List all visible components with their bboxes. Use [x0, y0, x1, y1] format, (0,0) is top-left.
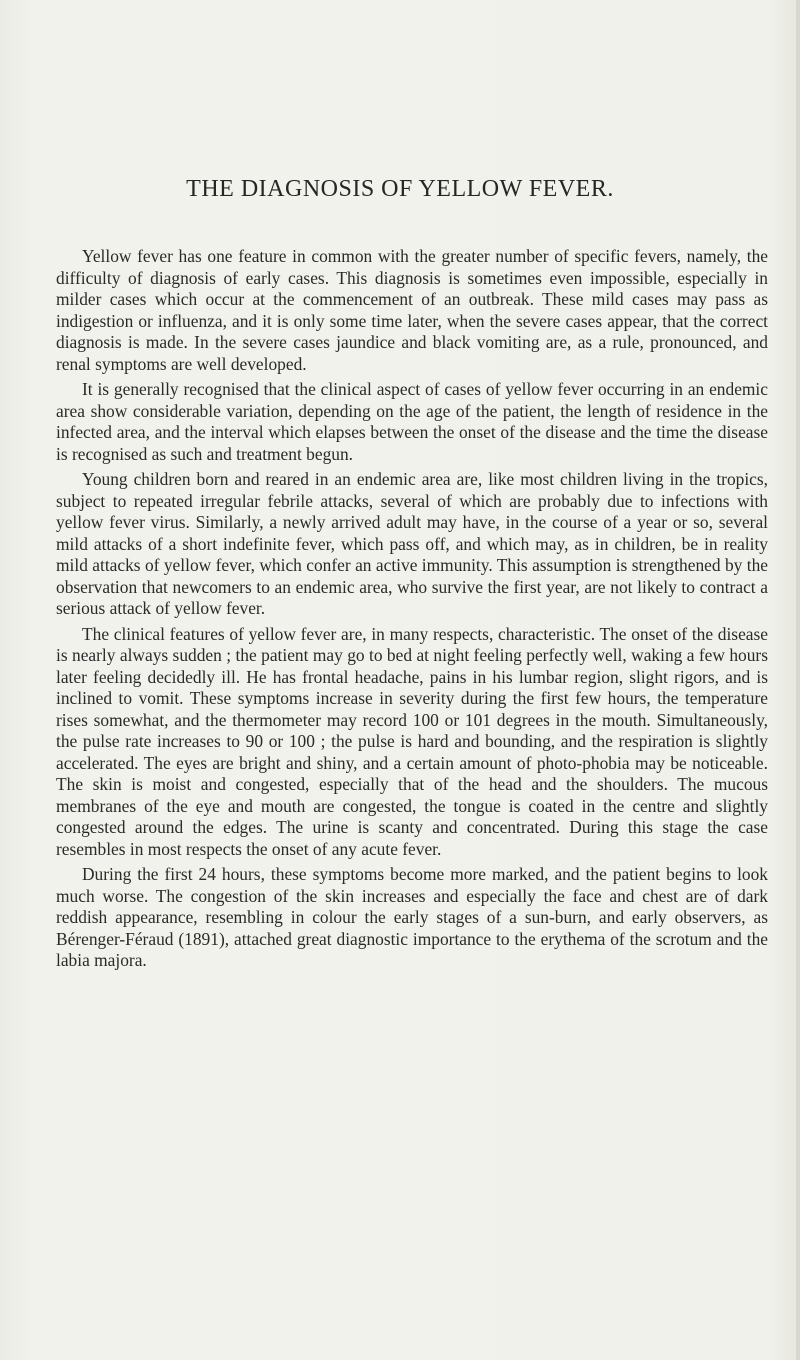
body-text [56, 246, 768, 976]
paragraph-clinical-features: The clinical features of yellow fever are, in many respects, characteristic. The onset of the disease is nearly always sudden ; the patient may go to bed at night feeling perfectly well, waking a few hours later feeling decidedly ill. He has frontal headache, pains in his lumbar region, slight rigors, and is inclined to vomit. These symptoms increase in severity during the first few hours, the temperature rises somewhat, and the thermometer may record 100 or 101 degrees in the mouth. Simultaneously, the pulse rate increases to 90 or 100 ; the pulse is hard and bounding, and the respiration is slightly accelerated. The eyes are bright and shiny, and a certain amount of photo-phobia may be noticeable. The skin is moist and congested, especially that of the head and the shoulders. The mucous membranes of the eye and mouth are congested, the tongue is coated in the centre and slightly congested around the edges. The urine is scanty and concentrated. During this stage the case resembles in most respects the onset of any acute fever. [56, 623, 768, 859]
paragraph-children-immunity: Young children born and reared in an endemic area are, like most children living in the tropics, subject to repeated irregular febrile attacks, several of which are probably due to infections with yellow fever virus. Similarly, a newly arrived adult may have, in the course of a year or so, several mild attacks of a short indefinite fever, which pass off, and which may, as in children, be in reality mild attacks of yellow fever, which confer an active immunity. This assumption is strengthened by the observation that newcomers to an endemic area, who survive the first year, are not likely to contract a serious attack of yellow fever. [56, 469, 768, 618]
page-title: THE DIAGNOSIS OF YELLOW FEVER. [186, 176, 614, 202]
paragraph-intro: Yellow fever has one feature in common with the greater number of specific fevers, namely, the difficulty of diagnosis of early cases. This diagnosis is sometimes even impossible, especially in milder cases which occur at the commencement of an outbreak. These mild cases may pass as indigestion or influenza, and it is only some time later, when the severe cases appear, that the correct diagnosis is made. In the severe cases jaundice and black vomiting are, as a rule, pronounced, and renal symptoms are well developed. [56, 246, 768, 374]
paragraph-first-24-hours: During the first 24 hours, these symptoms become more marked, and the patient begins to look much worse. The congestion of the skin increases and especially the face and chest are of dark reddish appearance, resembling in colour the early stages of a sun-burn, and early observers, as Bérenger-Féraud (1891), attached great diagnostic importance to the erythema of the scrotum and the labia majora. [56, 864, 768, 970]
paragraph-clinical-aspect: It is generally recognised that the clinical aspect of cases of yellow fever occurring in an endemic area show considerable variation, depending on the age of the patient, the length of residence in the infected area, and the interval which elapses between the onset of the disease and the time the disease is recognised as such and treatment begun. [56, 379, 768, 464]
page-edge-shadow [796, 0, 800, 1360]
